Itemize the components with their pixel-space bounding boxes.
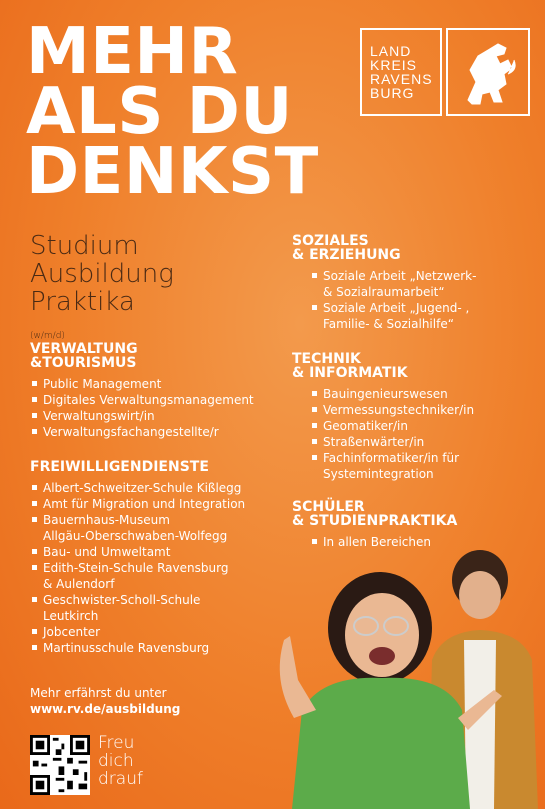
title-line: SCHÜLER	[292, 499, 365, 515]
list-item: Amt für Migration und Integration	[30, 496, 290, 512]
qr-code	[30, 735, 90, 795]
title-line: & STUDIENPRAKTIKA	[292, 513, 458, 529]
section-title	[292, 234, 532, 262]
headline	[26, 15, 319, 209]
people-photo	[232, 540, 545, 809]
section-title	[292, 500, 532, 528]
list-item: Digitales Verwaltungsmanagement	[30, 392, 290, 408]
footer-line: Mehr erfährst du unter	[30, 686, 167, 700]
landkreis-logo	[360, 28, 530, 116]
intro-line-1: Studium	[30, 231, 139, 261]
lion-icon	[446, 28, 530, 116]
claim-line-2: dich	[98, 751, 134, 771]
list-item: Bau- und Umweltamt	[30, 544, 290, 560]
title-line: FREIWILLIGENDIENSTE	[30, 459, 209, 475]
headline-line-3: DENKST	[26, 135, 319, 209]
claim-freu-dich-drauf	[98, 734, 143, 788]
list-item: Martinusschule Ravensburg	[30, 640, 290, 656]
claim-line-1: Freu	[98, 733, 135, 753]
list-item: Verwaltungswirt/in	[30, 408, 290, 424]
section-title	[30, 460, 290, 474]
list-item: Geomatiker/in	[310, 418, 532, 434]
footer-url[interactable]: www.rv.de/ausbildung	[30, 702, 181, 716]
list-item: Verwaltungsfachangestellte/r	[30, 424, 290, 440]
intro-line-3-text: Praktika	[30, 287, 135, 317]
intro-line-2: Ausbildung	[30, 259, 174, 289]
headline-line-1: MEHR	[26, 15, 239, 89]
title-line: SOZIALES	[292, 233, 369, 249]
section-title	[292, 352, 532, 380]
list-item: Geschwister-Scholl-Schule Leutkirch	[30, 592, 290, 624]
item-list	[30, 376, 290, 440]
list-item: Bauernhaus-Museum Allgäu-Oberschwaben-Wolfegg	[30, 512, 290, 544]
list-item: Soziale Arbeit „Jugend- , Familie- & Sozialhilfe“	[310, 300, 532, 332]
list-item: Jobcenter	[30, 624, 290, 640]
title-line: & INFORMATIK	[292, 365, 408, 381]
section-verwaltung	[30, 342, 290, 440]
list-item: Edith-Stein-Schule Ravensburg & Aulendorf	[30, 560, 290, 592]
list-item: Bauingenieurswesen	[310, 386, 532, 402]
logo-line-2: KREIS	[370, 57, 418, 73]
claim-line-3: drauf	[98, 769, 143, 789]
list-item: Soziale Arbeit „Netzwerk- & Sozialraumarbeit“	[310, 268, 532, 300]
list-item: Straßenwärter/in	[310, 434, 532, 450]
footer-info	[30, 685, 180, 717]
section-title	[30, 342, 290, 370]
title-line: & ERZIEHUNG	[292, 247, 401, 263]
logo-line-3: RAVENS	[370, 71, 433, 87]
logo-wordmark	[360, 28, 442, 116]
logo-line-4: BURG	[370, 85, 415, 101]
headline-line-2: ALS DU	[26, 75, 293, 149]
gender-note: (w/m/d)	[30, 331, 65, 341]
intro-block	[30, 232, 174, 350]
title-line: TECHNIK	[292, 351, 361, 367]
section-soziales	[292, 234, 532, 332]
list-item: Vermessungstechniker/in	[310, 402, 532, 418]
logo-line-1: LAND	[370, 43, 412, 59]
list-item: In allen Bereichen	[310, 534, 532, 550]
item-list	[310, 386, 532, 482]
list-item: Albert-Schweitzer-Schule Kißlegg	[30, 480, 290, 496]
item-list	[310, 268, 532, 332]
list-item: Fachinformatiker/in für Systemintegration	[310, 450, 532, 482]
title-line: VERWALTUNG	[30, 341, 138, 357]
title-line: &TOURISMUS	[30, 355, 137, 371]
section-technik	[292, 352, 532, 482]
list-item: Public Management	[30, 376, 290, 392]
